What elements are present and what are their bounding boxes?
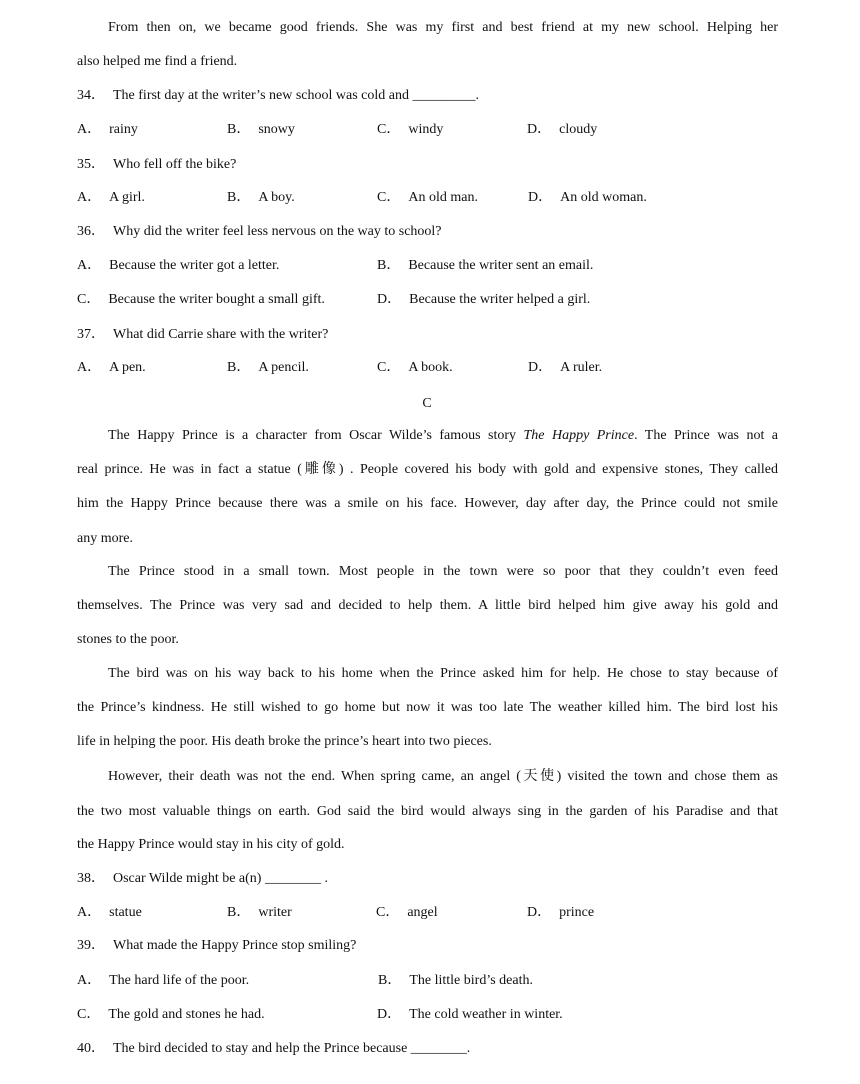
option-text: snowy	[258, 122, 295, 137]
option-text: A ruler.	[560, 360, 603, 375]
option-c[interactable]	[377, 358, 453, 378]
question-number: 38．	[77, 871, 105, 886]
question-36	[77, 222, 442, 242]
option-text: Because the writer helped a girl.	[409, 292, 591, 307]
question-35	[77, 155, 236, 175]
option-label: D．	[527, 122, 552, 137]
option-text: A pen.	[109, 360, 146, 375]
question-37	[77, 325, 328, 345]
option-b[interactable]	[227, 358, 309, 378]
passage-line: the two most valuable things on earth. God said the bird would always sing in the garden of his Paradise and that	[77, 804, 778, 819]
option-label: C．	[377, 122, 401, 137]
option-label: B．	[227, 360, 251, 375]
option-a[interactable]	[77, 188, 145, 208]
option-text: statue	[109, 905, 142, 920]
option-text: A book.	[408, 360, 453, 375]
option-text: writer	[258, 905, 292, 920]
option-a[interactable]	[77, 971, 249, 991]
passage-line: However, their death was not the end. When spring came, an angel (天使) visited the town and chose them as	[108, 769, 778, 784]
option-b[interactable]	[227, 120, 295, 140]
question-40	[77, 1039, 470, 1059]
option-label: D．	[377, 1007, 402, 1022]
option-d[interactable]	[377, 1005, 563, 1025]
option-label: B．	[378, 973, 402, 988]
option-d[interactable]	[377, 290, 590, 310]
question-number: 37．	[77, 327, 105, 342]
passage-line: the Happy Prince would stay in his city of gold.	[77, 837, 345, 852]
question-number: 35．	[77, 157, 105, 172]
option-label: A．	[77, 258, 102, 273]
question-text: The bird decided to stay and help the Prince because ________.	[113, 1041, 471, 1056]
option-d[interactable]	[527, 903, 594, 923]
option-c[interactable]	[376, 903, 438, 923]
option-text: Because the writer sent an email.	[408, 258, 594, 273]
question-39	[77, 936, 356, 956]
option-label: D．	[528, 190, 553, 205]
option-b[interactable]	[378, 971, 533, 991]
option-label: A．	[77, 360, 102, 375]
question-38	[77, 869, 328, 889]
passage-line: the Prince’s kindness. He still wished to go home but now it was too late The weather killed him. The bird lost his	[77, 700, 778, 715]
option-b[interactable]	[227, 188, 295, 208]
option-text: The cold weather in winter.	[409, 1007, 563, 1022]
option-b[interactable]	[377, 256, 593, 276]
option-text: A girl.	[109, 190, 145, 205]
passage-line: stones to the poor.	[77, 632, 179, 647]
option-label: B．	[227, 190, 251, 205]
question-text: Who fell off the bike?	[113, 157, 237, 172]
question-34	[77, 86, 479, 106]
option-label: A．	[77, 122, 102, 137]
option-label: B．	[227, 122, 251, 137]
option-c[interactable]	[377, 188, 478, 208]
question-text: What made the Happy Prince stop smiling?	[113, 938, 357, 953]
passage-line: From then on, we became good friends. She was my first and best friend at my new school. Helping her	[108, 20, 778, 35]
option-a[interactable]	[77, 358, 146, 378]
option-text: Because the writer bought a small gift.	[108, 292, 325, 307]
option-c[interactable]	[77, 1005, 265, 1025]
passage-line: themselves. The Prince was very sad and decided to help them. A little bird helped him give away his gold and	[77, 598, 778, 613]
passage-line: The Prince stood in a small town. Most people in the town were so poor that they couldn’t even feed	[108, 564, 778, 579]
option-label: B．	[377, 258, 401, 273]
passage-text: The Happy Prince is a character from Oscar Wilde’s famous story	[108, 428, 524, 443]
option-label: C．	[376, 905, 400, 920]
option-text: rainy	[109, 122, 138, 137]
question-number: 34．	[77, 88, 105, 103]
option-label: C．	[377, 190, 401, 205]
option-text: A pencil.	[258, 360, 309, 375]
question-text: Oscar Wilde might be a(n) ________ .	[113, 871, 328, 886]
passage-line	[108, 426, 778, 446]
option-text: Because the writer got a letter.	[109, 258, 280, 273]
option-text: A boy.	[258, 190, 295, 205]
option-label: A．	[77, 905, 102, 920]
option-a[interactable]	[77, 120, 138, 140]
option-label: C．	[77, 1007, 101, 1022]
passage-text: . The Prince was not a	[634, 428, 779, 443]
option-label: C．	[377, 360, 401, 375]
section-heading: C	[422, 396, 432, 411]
passage-line: real prince. He was in fact a statue (雕像) . People covered his body with gold and expensive stones, They called	[77, 462, 778, 477]
question-text: What did Carrie share with the writer?	[113, 327, 329, 342]
question-text: The first day at the writer’s new school was cold and _________.	[113, 88, 479, 103]
option-b[interactable]	[227, 903, 292, 923]
option-text: angel	[407, 905, 438, 920]
option-text: prince	[559, 905, 595, 920]
question-text: Why did the writer feel less nervous on the way to school?	[113, 224, 442, 239]
option-d[interactable]	[528, 358, 602, 378]
passage-line: The bird was on his way back to his home when the Prince asked him for help. He chose to stay because of	[108, 666, 778, 681]
option-a[interactable]	[77, 903, 142, 923]
option-label: C．	[77, 292, 101, 307]
option-text: The gold and stones he had.	[108, 1007, 265, 1022]
story-title: The Happy Prince	[523, 428, 635, 443]
question-number: 40．	[77, 1041, 105, 1056]
option-text: windy	[408, 122, 444, 137]
option-a[interactable]	[77, 256, 279, 276]
option-text: An old man.	[408, 190, 478, 205]
option-label: A．	[77, 190, 102, 205]
option-c[interactable]	[377, 120, 443, 140]
question-number: 36．	[77, 224, 105, 239]
option-label: D．	[528, 360, 553, 375]
passage-line: also helped me find a friend.	[77, 54, 238, 69]
option-label: B．	[227, 905, 251, 920]
option-c[interactable]	[77, 290, 325, 310]
option-label: A．	[77, 973, 102, 988]
passage-line: life in helping the poor. His death broke the prince’s heart into two pieces.	[77, 734, 492, 749]
option-d[interactable]	[527, 120, 597, 140]
option-label: D．	[527, 905, 552, 920]
option-text: An old woman.	[560, 190, 647, 205]
option-text: The little bird’s death.	[409, 973, 533, 988]
option-text: cloudy	[559, 122, 598, 137]
option-d[interactable]	[528, 188, 647, 208]
passage-line: him the Happy Prince because there was a smile on his face. However, day after day, the Prince could not smile	[77, 496, 778, 511]
passage-line: any more.	[77, 531, 133, 546]
option-text: The hard life of the poor.	[109, 973, 250, 988]
option-label: D．	[377, 292, 402, 307]
question-number: 39．	[77, 938, 105, 953]
